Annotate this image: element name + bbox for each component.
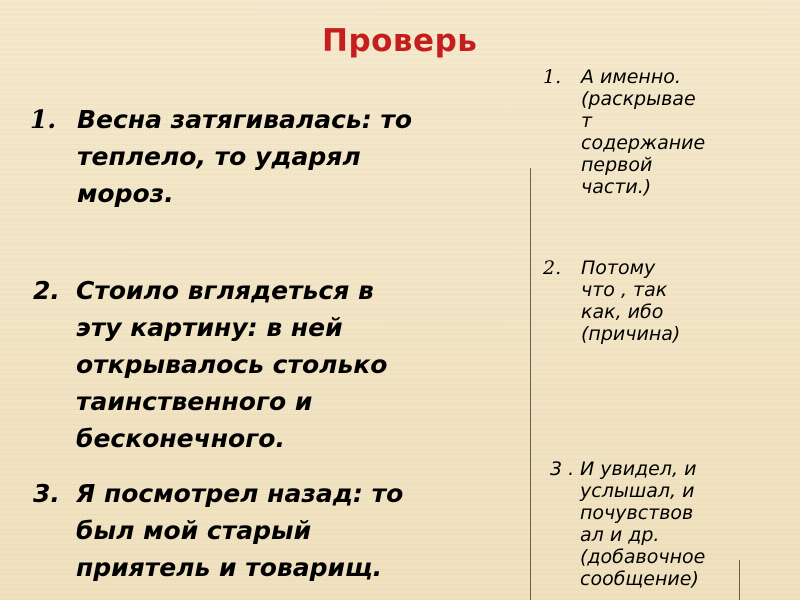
- explanation-2-number: 2.: [543, 257, 562, 279]
- explanation-3: [550, 458, 790, 590]
- explanation-1: [543, 66, 783, 198]
- explanation-2-text: Потому что , так как, ибо (причина): [581, 257, 681, 345]
- sentence-line: Я посмотрел назад: то: [76, 479, 404, 508]
- sentence-line: эту картину: в ней: [76, 313, 343, 342]
- sentence-line: бесконечного.: [76, 424, 285, 453]
- sentence-line: Стоило вглядеться в: [76, 276, 374, 305]
- sentence-1: [30, 101, 540, 212]
- sentence-3-number: 3.: [33, 479, 60, 508]
- explanation-1-text: А именно. (раскрывае т содержание первой части.): [581, 66, 706, 198]
- sentence-line: приятель и товарищ.: [76, 553, 383, 582]
- sentence-1-text: [30, 101, 540, 212]
- sentence-2-text: [33, 272, 533, 457]
- sentence-line: Весна затягивалась: то: [77, 105, 413, 134]
- sentence-3: [33, 475, 533, 586]
- sentence-line: теплело, то ударял: [77, 142, 361, 171]
- explanation-1-number: 1.: [543, 66, 562, 88]
- sentence-1-number: 1.: [30, 105, 57, 134]
- sentence-2-number: 2.: [33, 276, 60, 305]
- sentence-line: мороз.: [77, 179, 174, 208]
- sentence-3-text: [33, 475, 533, 586]
- explanation-3-text: И увидел, и услышал, и почувствов ал и др. (добавочное сообщение): [580, 458, 706, 590]
- page-title: Проверь: [322, 23, 478, 59]
- explanation-2: [543, 257, 783, 345]
- sentence-line: открывалось столько: [76, 350, 388, 379]
- sentence-line: таинственного и: [76, 387, 313, 416]
- explanation-3-number: 3 .: [550, 458, 575, 480]
- sentence-2: [33, 272, 533, 457]
- column-divider: [530, 168, 531, 600]
- sentence-line: был мой старый: [76, 516, 312, 545]
